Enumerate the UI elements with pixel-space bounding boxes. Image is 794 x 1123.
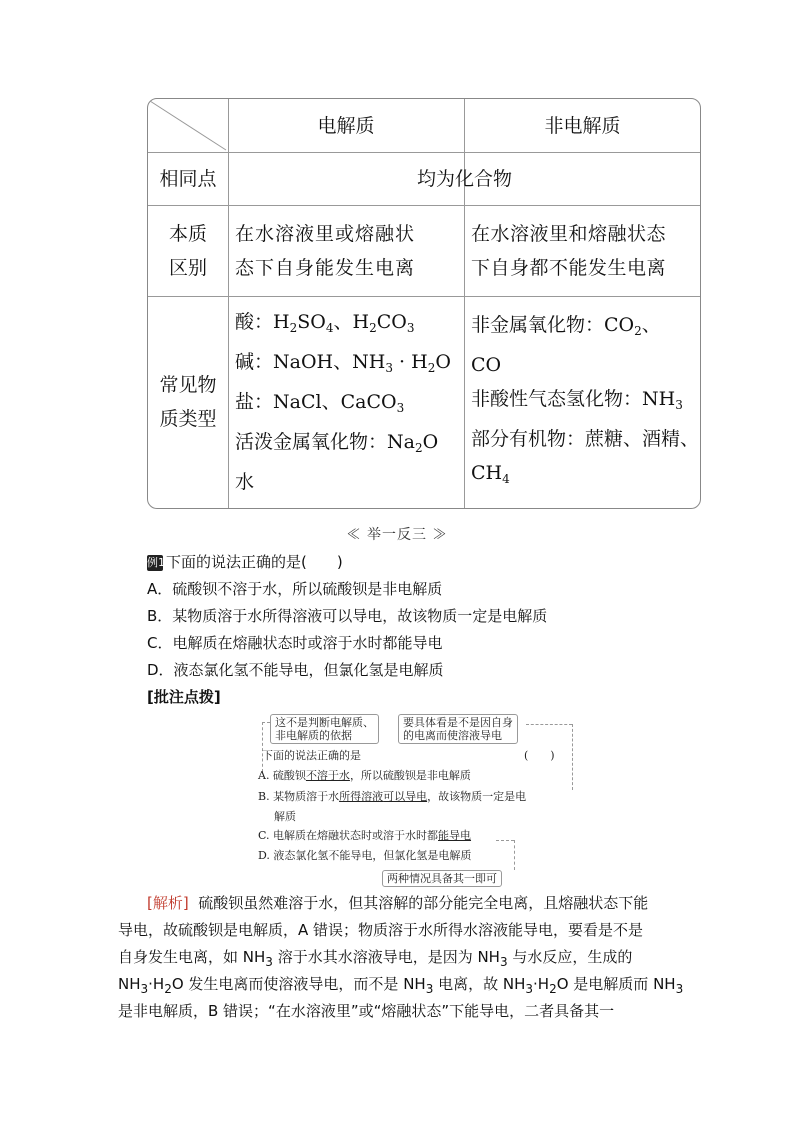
essence-nonelectrolyte (464, 205, 701, 296)
row-label-common: 相同点 (159, 167, 217, 190)
row-label-essence (148, 205, 228, 296)
acid-line: 酸：$H_2SO_4$、$H_2CO_3$ (235, 311, 415, 335)
note-not-basis: 这不是判断电解质、 非电解质的依据 (270, 714, 379, 744)
header-nonelectrolyte: 非电解质 (544, 114, 621, 137)
row-label-types (148, 296, 228, 508)
connector-line (514, 840, 515, 870)
base-line: 碱：NaOH、$NH_3 \cdot H_2O$ (235, 351, 451, 375)
figure-option-b-cont: 解质 (274, 810, 296, 823)
option-b: B．某物质溶于水所得溶液可以导电，故该物质一定是电解质 (147, 607, 548, 625)
analysis-tag: [解析] (147, 894, 189, 912)
figure-stem: 下面的说法正确的是 (262, 749, 361, 762)
analysis-line-3: 自身发生电离，如 $NH_3$ 溶于水其水溶液导电，是因为 $NH_3$ 与水反应，生成的 (118, 948, 633, 969)
figure-paren: ( ) (524, 749, 555, 762)
connector-line (262, 722, 263, 772)
methane-line: $CH_4$ (471, 462, 510, 486)
stem-text: 下面的说法正确的是( ) (166, 553, 343, 571)
analysis-line-1: [解析] 硫酸钡虽然难溶于水，但其溶解的部分能完全电离，且熔融状态下能 (147, 894, 649, 912)
figure-option-b: B. 某物质溶于水所得溶液可以导电，故该物质一定是电 (258, 790, 527, 803)
co-line: CO (471, 354, 502, 376)
analysis-line-2: 导电，故硫酸钡是电解质，A 错误；物质溶于水所得水溶液能导电，要看是不是 (118, 921, 644, 939)
comparison-table (147, 98, 701, 509)
connector-line (526, 724, 572, 725)
row-label-line: 本质 (168, 222, 207, 245)
option-a: A．硫酸钡不溶于水，所以硫酸钡是非电解质 (147, 580, 443, 598)
figure-option-a: A. 硫酸钡不溶于水，所以硫酸钡是非电解质 (258, 769, 471, 782)
types-nonelectrolyte (464, 296, 701, 508)
connector-line (496, 840, 514, 841)
row-label-line: 质类型 (159, 408, 217, 430)
cell-line: 下自身都不能发生电离 (471, 256, 667, 279)
connector-line (572, 724, 573, 790)
note-self-ionization: 要具体看是不是因自身 的电离而使溶液导电 (398, 714, 518, 744)
row-label-line: 常见物 (159, 374, 217, 396)
cell-line: 在水溶液里或熔融状 (235, 222, 416, 245)
common-value: 均为化合物 (416, 167, 512, 190)
types-electrolyte (228, 296, 464, 508)
cell-line: 态下自身能发生电离 (235, 256, 416, 279)
row-label-line: 区别 (168, 256, 207, 279)
connector-line (262, 722, 270, 723)
option-d: D．液态氯化氢不能导电，但氯化氢是电解质 (147, 661, 444, 679)
nonmetal-oxide-line: 非金属氧化物：$CO_2$、 (471, 314, 661, 338)
example-tag: 例1 (147, 556, 165, 569)
note-either-condition: 两种情况具备其一即可 (382, 870, 502, 887)
figure-option-d: D. 液态氯化氢不能导电，但氯化氢是电解质 (258, 849, 472, 862)
cell-line: 在水溶液里和熔融状态 (471, 222, 667, 245)
oxide-line: 活泼金属氧化物：$Na_2O$ (235, 431, 439, 455)
analysis-line-5: 是非电解质，B 错误；“在水溶液里”或“熔融状态”下能导电，二者具备其一 (118, 1002, 615, 1020)
annotated-figure (256, 712, 580, 890)
annotation-label: [批注点拨] (147, 688, 221, 706)
header-diagonal (148, 99, 228, 152)
option-c: C．电解质在熔融状态时或溶于水时都能导电 (147, 634, 443, 652)
water-line: 水 (235, 471, 255, 493)
organic-line: 部分有机物：蔗糖、酒精、 (471, 428, 700, 450)
figure-option-c: C. 电解质在熔融状态时或溶于水时都能导电 (258, 829, 472, 842)
analysis-line-4: $NH_3\cdot H_2O$ 发生电离而使溶液导电，而不是 $NH_3$ 电离，故 $NH_3\cdot H_2O$ 是电解质而 $NH_3$ (118, 975, 684, 996)
hydride-line: 非酸性气态氢化物：$NH_3$ (471, 388, 683, 412)
essence-electrolyte (228, 205, 464, 296)
header-electrolyte: 电解质 (317, 114, 375, 137)
example-stem (147, 552, 343, 572)
salt-line: 盐：NaCl、CaCO$_3$ (235, 391, 405, 415)
section-heading: ≪ 举一反三 ≫ (346, 527, 448, 543)
